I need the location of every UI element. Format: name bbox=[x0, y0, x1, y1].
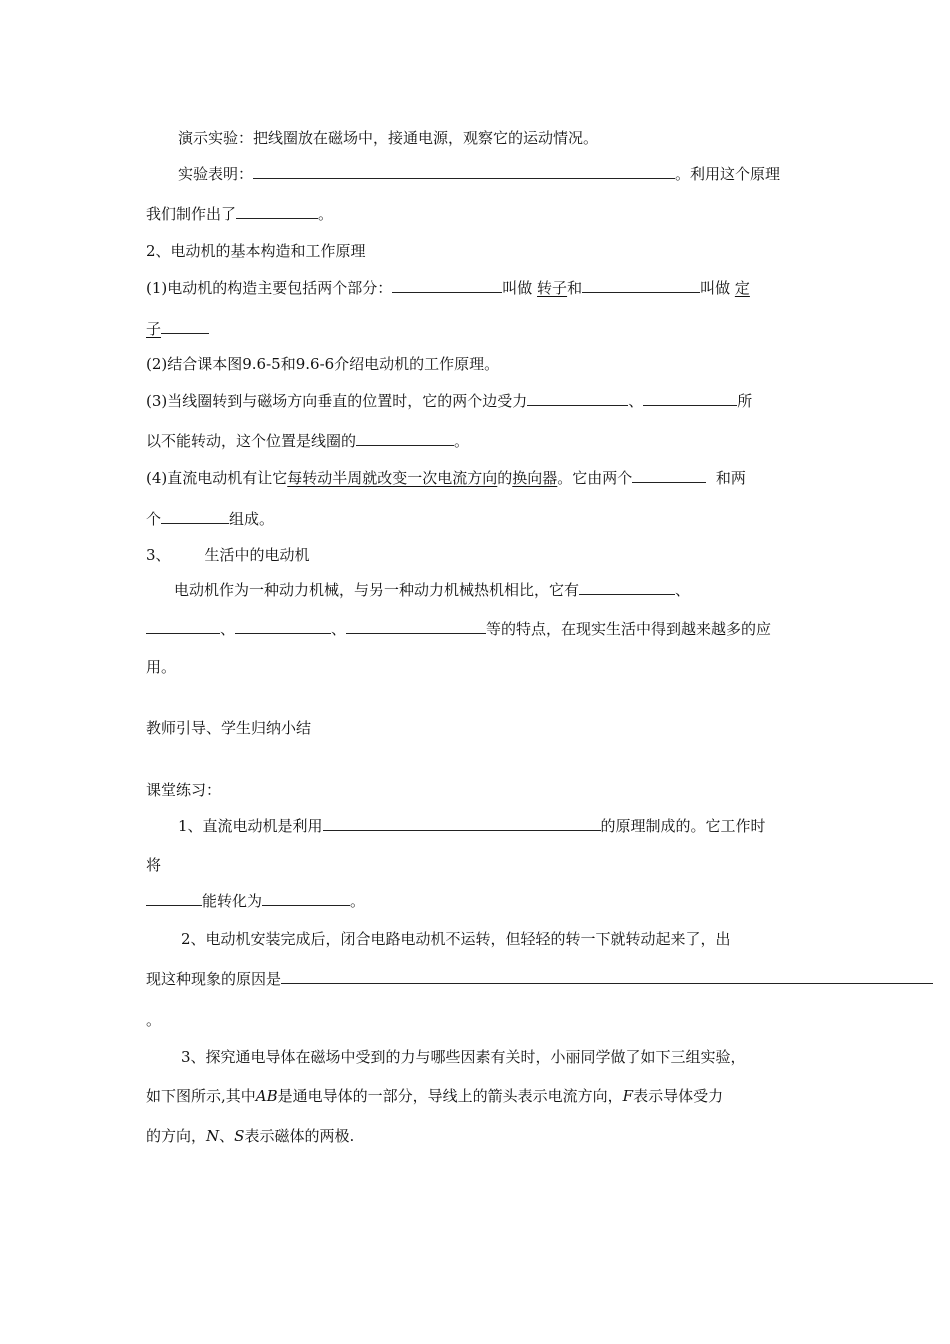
e3-s: S bbox=[234, 1127, 245, 1145]
made-label: 我们制作出了 bbox=[146, 205, 237, 223]
exercise-1-line-2: 将 bbox=[146, 856, 162, 874]
q1-text: (1)电动机的构造主要包括两个部分： bbox=[146, 279, 393, 297]
experiment-result-line bbox=[178, 163, 780, 185]
q3-sep: 、 bbox=[628, 392, 644, 410]
q3-text-2: 以不能转动，这个位置是线圈的 bbox=[146, 432, 357, 450]
e3-f: F bbox=[622, 1087, 634, 1105]
s3-blank-4[interactable] bbox=[346, 618, 486, 634]
e3-n: N bbox=[206, 1127, 220, 1145]
e1-blank-3[interactable] bbox=[262, 890, 350, 906]
q1-continued bbox=[146, 318, 209, 340]
s3-sep-1: 、 bbox=[675, 581, 691, 599]
s3-text-1: 电动机作为一种动力机械，与另一种动力机械热机相比，它有 bbox=[174, 581, 580, 599]
practice-title: 课堂练习： bbox=[146, 781, 222, 799]
q4-and-two: 和两 bbox=[715, 469, 746, 487]
q1-blank-1[interactable] bbox=[392, 277, 502, 293]
s3-paragraph-line-3: 用。 bbox=[146, 658, 177, 676]
e3-text-5: 、 bbox=[219, 1127, 235, 1145]
e1-blank-2[interactable] bbox=[146, 890, 202, 906]
exercise-2-line-1: 2、电动机安装完成后，闭合电路电动机不运转，但轻轻的转一下就转动起来了，出 bbox=[181, 930, 731, 948]
section-2-heading: 2、电动机的基本构造和工作原理 bbox=[146, 242, 366, 260]
stator-term-2: 子 bbox=[146, 320, 162, 338]
e3-text-6: 表示磁体的两极. bbox=[244, 1127, 355, 1145]
result-blank[interactable] bbox=[253, 163, 675, 179]
q1-blank-2[interactable] bbox=[582, 277, 700, 293]
exercise-2-end: 。 bbox=[146, 1011, 162, 1029]
q1-and: 和 bbox=[567, 279, 583, 297]
e1-end: 。 bbox=[350, 892, 366, 910]
q4-text: (4)直流电动机有让它 bbox=[146, 469, 288, 487]
s3-sep-2: 、 bbox=[220, 620, 236, 638]
q3-line-2 bbox=[146, 430, 469, 452]
exercise-1-line-3 bbox=[146, 890, 365, 912]
q3-blank-3[interactable] bbox=[356, 430, 454, 446]
q3-blank-1[interactable] bbox=[527, 390, 628, 406]
summary-heading: 教师引导、学生归纳小结 bbox=[146, 719, 312, 737]
e3-ab: AB bbox=[255, 1087, 278, 1105]
e3-text-1: 如下图所示,其中 bbox=[146, 1087, 256, 1105]
commutator-term: 换向器 bbox=[512, 469, 558, 487]
q4-ge: 个 bbox=[146, 510, 162, 528]
exercise-3-line-1: 3、探究通电导体在磁场中受到的力与哪些因素有关时，小丽同学做了如下三组实验， bbox=[181, 1048, 746, 1066]
q3-end: 。 bbox=[454, 432, 470, 450]
s3-blank-3[interactable] bbox=[235, 618, 331, 634]
section-3-title: 生活中的电动机 bbox=[204, 546, 310, 564]
e2-blank[interactable] bbox=[281, 968, 933, 984]
q3-text: (3)当线圈转到与磁场方向垂直的位置时，它的两个边受力 bbox=[146, 392, 528, 410]
made-end: 。 bbox=[318, 205, 334, 223]
e3-text-3: 表示导体受力 bbox=[633, 1087, 724, 1105]
q3-line bbox=[146, 390, 752, 412]
q4-of: 的 bbox=[497, 469, 513, 487]
q4-blank-1[interactable] bbox=[632, 467, 706, 483]
e1-text-1: 1、直流电动机是利用 bbox=[178, 817, 323, 835]
q4-composed: 组成。 bbox=[229, 510, 275, 528]
q1-line bbox=[146, 277, 750, 299]
s3-blank-2[interactable] bbox=[146, 618, 220, 634]
s3-blank-1[interactable] bbox=[579, 579, 675, 595]
q4-underlined-phrase: 每转动半周就改变一次电流方向 bbox=[287, 469, 498, 487]
s3-text-2: 等的特点，在现实生活中得到越来越多的应 bbox=[486, 620, 772, 638]
e1-blank-1[interactable] bbox=[323, 815, 601, 831]
q4-line-2 bbox=[146, 508, 274, 530]
q3-blank-2[interactable] bbox=[643, 390, 737, 406]
s3-sep-3: 、 bbox=[331, 620, 347, 638]
exercise-3-line-2 bbox=[146, 1085, 723, 1107]
demo-experiment: 演示实验：把线圈放在磁场中，接通电源，观察它的运动情况。 bbox=[178, 129, 599, 147]
e3-text-4: 的方向， bbox=[146, 1127, 207, 1145]
q2-line: (2)结合课本图9.6-5和9.6-6介绍电动机的工作原理。 bbox=[146, 355, 500, 373]
result-tail: 。利用这个原理 bbox=[675, 165, 781, 183]
result-label: 实验表明： bbox=[178, 165, 254, 183]
s3-paragraph-line-2 bbox=[146, 618, 771, 640]
section-3-heading bbox=[146, 544, 310, 566]
e2-text: 现这种现象的原因是 bbox=[146, 970, 282, 988]
made-line bbox=[146, 203, 333, 225]
made-blank[interactable] bbox=[236, 203, 318, 219]
e1-text-3: 能转化为 bbox=[202, 892, 263, 910]
e3-text-2: 是通电导体的一部分，导线上的箭头表示电流方向， bbox=[277, 1087, 623, 1105]
s3-paragraph-line-1 bbox=[174, 579, 690, 601]
section-3-number: 3、 bbox=[146, 546, 171, 564]
q4-line bbox=[146, 467, 746, 489]
q4-it-consists: 。它由两个 bbox=[557, 469, 633, 487]
q3-so: 所 bbox=[737, 392, 753, 410]
q4-blank-2[interactable] bbox=[161, 508, 229, 524]
stator-underline bbox=[161, 318, 209, 334]
rotor-term: 转子 bbox=[537, 279, 568, 297]
e1-text-2: 的原理制成的。它工作时 bbox=[600, 817, 766, 835]
stator-term-1: 定 bbox=[734, 279, 750, 297]
q1-called: 叫做 bbox=[502, 279, 533, 297]
exercise-3-line-3 bbox=[146, 1125, 354, 1147]
exercise-2-line-2 bbox=[146, 968, 933, 990]
exercise-1-line-1 bbox=[178, 815, 766, 837]
q1-called-2: 叫做 bbox=[700, 279, 731, 297]
